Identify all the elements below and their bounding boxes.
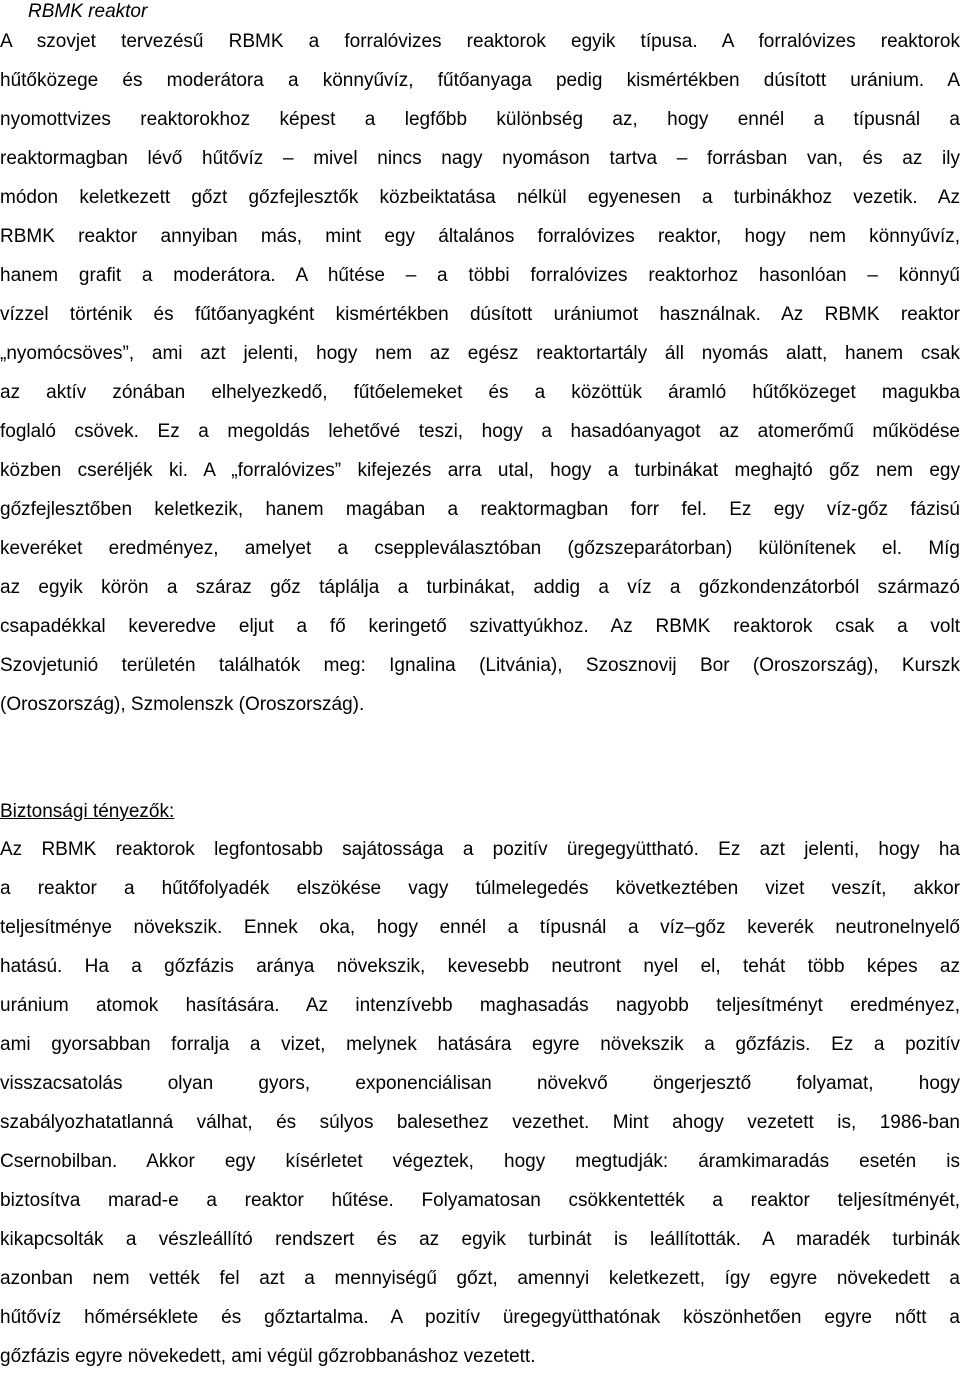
text-line: módon keletkezett gőzt gőzfejlesztők közbeiktatása nélkül egyenesen a turbinákhoz vezetik. Az: [0, 187, 960, 208]
paragraph-intro: [0, 22, 960, 724]
text-line: RBMK reaktor annyiban más, mint egy általános forralóvizes reaktor, hogy nem könnyűvíz,: [0, 226, 960, 247]
text-line: hűtőközege és moderátora a könnyűvíz, fűtőanyaga pedig kismértékben dúsított uránium. A: [0, 70, 960, 91]
text-line: reaktormagban lévő hűtővíz – mivel nincs nagy nyomáson tartva – forrásban van, és az ily: [0, 148, 960, 169]
text-line: visszacsatolás olyan gyors, exponenciálisan növekvő öngerjesztő folyamat, hogy: [0, 1073, 960, 1094]
text-line: az aktív zónában elhelyezkedő, fűtőelemeket és a közöttük áramló hűtőközeget magukba: [0, 382, 960, 403]
text-line: teljesítménye növekszik. Ennek oka, hogy ennél a típusnál a víz–gőz keverék neutronelnyelő: [0, 917, 960, 938]
text-line: „nyomócsöves”, ami azt jelenti, hogy nem az egész reaktortartály áll nyomás alatt, hanem csak: [0, 343, 960, 364]
text-line: az egyik körön a száraz gőz táplálja a turbinákat, addig a víz a gőzkondenzátorból származó: [0, 577, 960, 598]
text-line: A szovjet tervezésű RBMK a forralóvizes reaktorok egyik típusa. A forralóvizes reaktorok: [0, 31, 960, 52]
text-line: szabályozhatatlanná válhat, és súlyos balesethez vezethet. Mint ahogy vezetett is, 1986-ban: [0, 1112, 960, 1133]
text-line: uránium atomok hasítására. Az intenzívebb maghasadás nagyobb teljesítményt eredményez,: [0, 995, 960, 1016]
text-line: a reaktor a hűtőfolyadék elszökése vagy túlmelegedés következtében vizet veszít, akkor: [0, 878, 960, 899]
text-line: vízzel történik és fűtőanyagként kismértékben dúsított urániumot használnak. Az RBMK reaktor: [0, 304, 960, 325]
text-line: Csernobilban. Akkor egy kísérletet végeztek, hogy megtudják: áramkimaradás esetén is: [0, 1151, 960, 1172]
text-line: ami gyorsabban forralja a vizet, melynek hatására egyre növekszik a gőzfázis. Ez a pozitív: [0, 1034, 960, 1055]
text-line: azonban nem vették fel azt a mennyiségű gőzt, amennyi keletkezett, így egyre növekedett a: [0, 1268, 960, 1289]
text-line: nyomottvizes reaktorokhoz képest a legfőbb különbség az, hogy ennél a típusnál a: [0, 109, 960, 130]
document-title: RBMK reaktor: [28, 1, 148, 22]
text-line: gőzfázis egyre növekedett, ami végül gőzrobbanáshoz vezetett.: [0, 1346, 536, 1367]
text-line: Szovjetunió területén találhatók meg: Ignalina (Litvánia), Szosznovij Bor (Oroszország), Kurszk: [0, 655, 960, 676]
text-line: keveréket eredményez, amelyet a cseppleválasztóban (gőzszeparátorban) különítenek el. Míg: [0, 538, 960, 559]
text-line: hűtővíz hőmérséklete és gőztartalma. A pozitív üregegyütthatónak köszönhetően egyre nőtt a: [0, 1307, 960, 1328]
text-line: kikapcsolták a vészleállító rendszert és az egyik turbinát is leállították. A maradék turbinák: [0, 1229, 960, 1250]
text-line: (Oroszország), Szmolenszk (Oroszország).: [0, 694, 365, 715]
text-line: biztosítva marad-e a reaktor hűtése. Folyamatosan csökkentették a reaktor teljesítményét,: [0, 1190, 960, 1211]
text-line: közben cseréljék ki. A „forralóvizes” kifejezés arra utal, hogy a turbinákat meghajtó gőz nem egy: [0, 460, 960, 481]
section-heading: Biztonsági tényezők:: [0, 801, 175, 822]
paragraph-safety: [0, 830, 960, 1376]
text-line: foglaló csövek. Ez a megoldás lehetővé teszi, hogy a hasadóanyagot az atomerőmű működése: [0, 421, 960, 442]
text-line: hanem grafit a moderátora. A hűtése – a többi forralóvizes reaktorhoz hasonlóan – könnyű: [0, 265, 960, 286]
text-line: Az RBMK reaktorok legfontosabb sajátossága a pozitív üregegyüttható. Ez azt jelenti, hogy ha: [0, 839, 960, 860]
text-line: csapadékkal keveredve eljut a fő keringető szivattyúkhoz. Az RBMK reaktorok csak a volt: [0, 616, 960, 637]
text-line: hatású. Ha a gőzfázis aránya növekszik, kevesebb neutront nyel el, tehát több képes az: [0, 956, 960, 977]
text-line: gőzfejlesztőben keletkezik, hanem magában a reaktormagban forr fel. Ez egy víz-gőz fázisú: [0, 499, 960, 520]
